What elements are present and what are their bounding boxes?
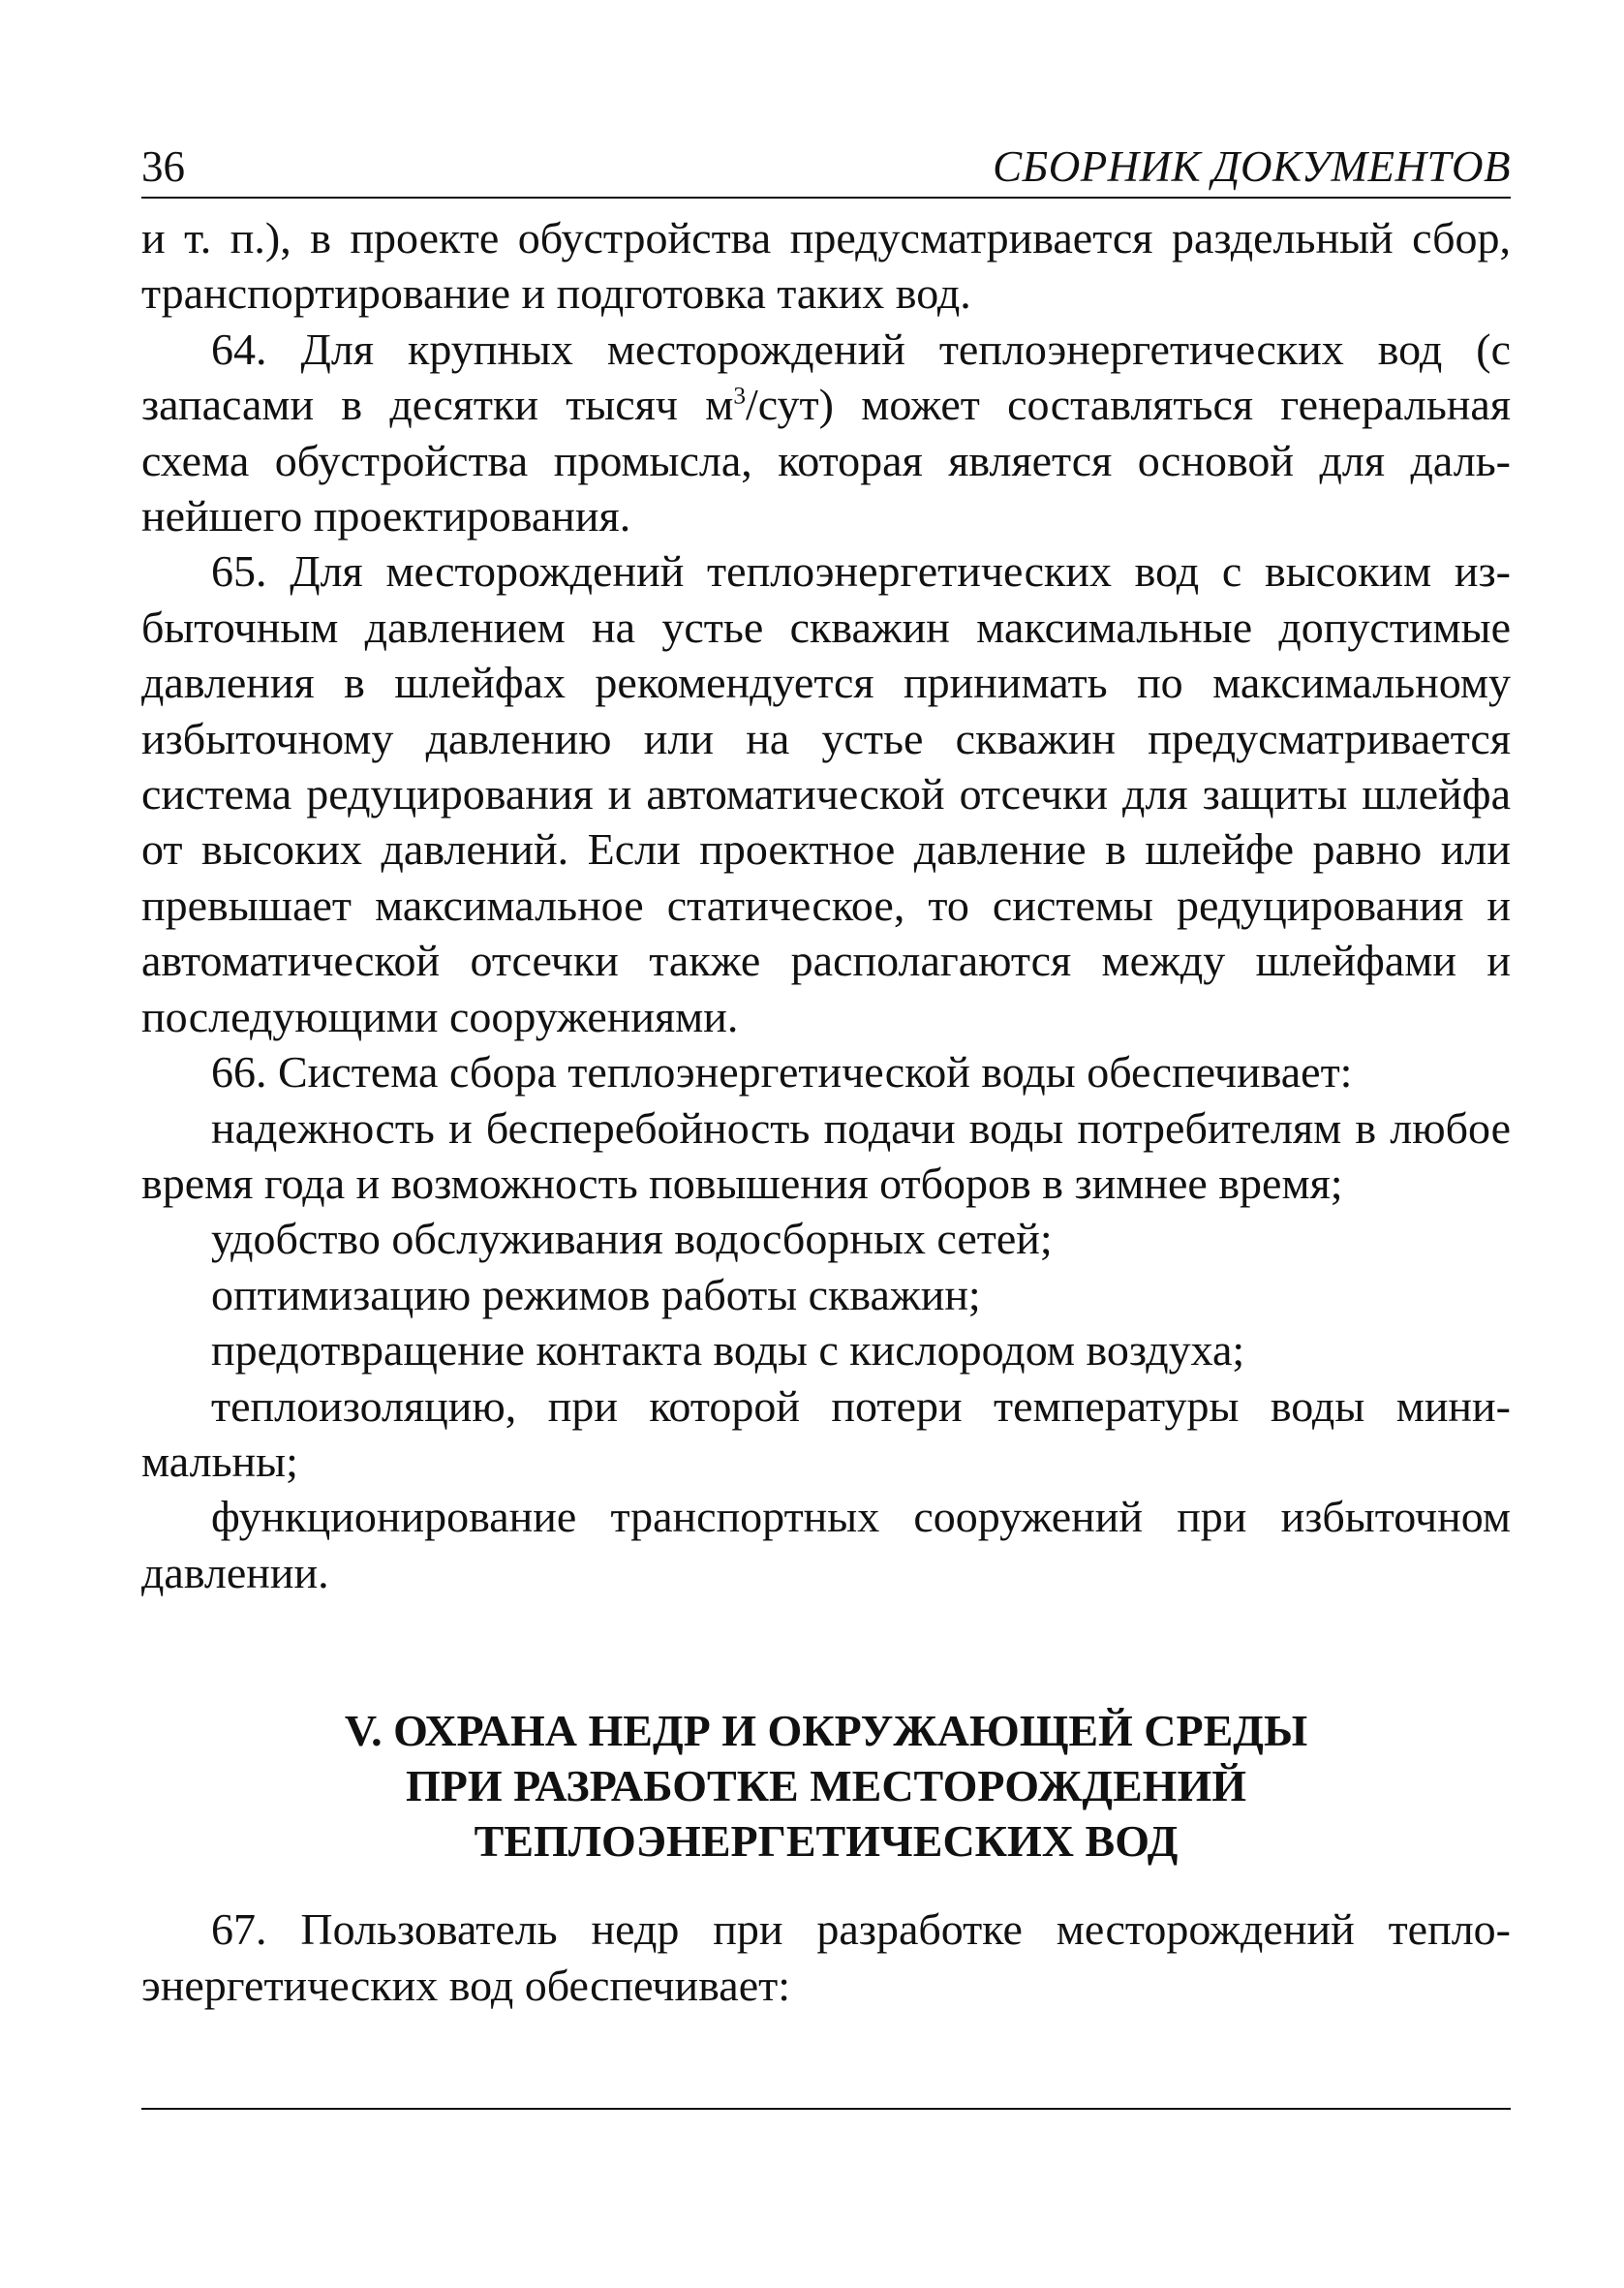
paragraph-67: 67. Пользователь недр при разработке месторождений теплоэнергетических вод обеспечивает:: [141, 1904, 1511, 2010]
page-number: 36: [141, 142, 185, 191]
bottom-rule: [141, 2108, 1511, 2110]
paragraph-66: 66. Система сбора теплоэнергетической воды обеспечивает:: [211, 1047, 1353, 1098]
list-item-insulation: теплоизоляцию, при которой потери температуры воды минимальны;: [141, 1380, 1511, 1486]
paragraph-65: 65. Для месторождений теплоэнергетических вод с высоким избыточным давлением на устье скважин максимальные допустимые давления в шлейфах рекомендуется принимать по максимальному избыточному давлению или на устье скважин предусматривается система редуцирования и автоматической отсечки для защиты шлейфа от высоких давлений. Если проектное давление в шлейфе равно или превышает максимальное статическое, то системы редуцирования и автоматической отсечки также располагаются между шлейфами и последующими сооружениями.: [141, 546, 1511, 1041]
superscript-cubic: 3: [733, 382, 746, 410]
section-heading-line-2: ПРИ РАЗРАБОТКЕ МЕСТОРОЖДЕНИЙ: [405, 1761, 1247, 1811]
list-item-optimization: оптимизацию режимов работы скважин;: [211, 1269, 981, 1319]
collection-title: СБОРНИК ДОКУМЕНТОВ: [993, 142, 1511, 191]
paragraph-64-start: 64. Для крупных месторождений теплоэнергетических вод (с запасами в десятки тысяч м: [141, 324, 1511, 430]
paragraph-continuation: и т. п.), в проекте обустройства предусматривается раздельный сбор, транспортирование и подготовка таких вод.: [141, 213, 1511, 319]
list-item-oxygen: предотвращение контакта воды с кислородом воздуха;: [211, 1325, 1245, 1376]
document-page: [141, 142, 1511, 2013]
paragraph-64-end: /сут) может составляться генеральная схема обустройства промысла, которая является основой для дальнейшего проектирования.: [141, 380, 1511, 541]
list-item-transport: функционирование транспортных сооружений при избыточном давлении.: [141, 1492, 1511, 1597]
section-heading: [141, 1703, 1511, 1869]
body-text: [141, 210, 1511, 1600]
section-heading-line-1: V. ОХРАНА НЕДР И ОКРУЖАЮЩЕЙ СРЕДЫ: [344, 1706, 1308, 1756]
section-heading-line-3: ТЕПЛОЭНЕРГЕТИЧЕСКИХ ВОД: [474, 1816, 1179, 1867]
running-head: [141, 142, 1511, 199]
paragraph-64: [141, 322, 1511, 544]
list-item-reliability: надежность и бесперебойность подачи воды потребителям в любое время года и возможность повышения отборов в зимнее время;: [141, 1102, 1511, 1208]
list-item-maintenance: удобство обслуживания водосборных сетей;: [211, 1214, 1053, 1264]
